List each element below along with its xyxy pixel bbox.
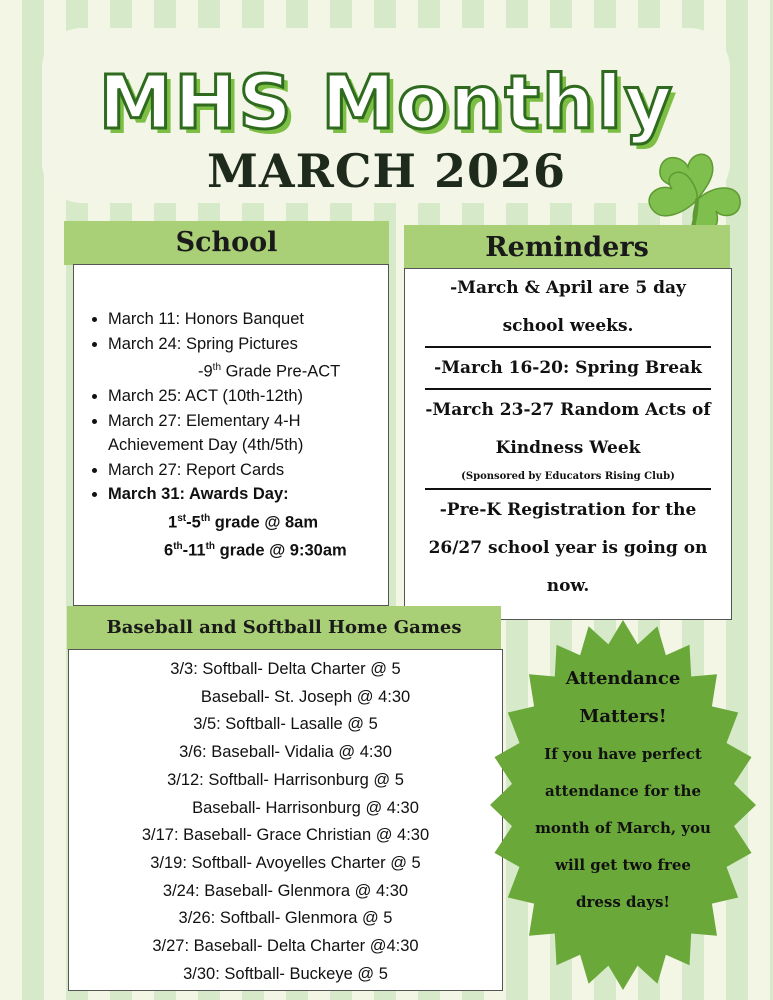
school-heading: School [64,221,389,265]
attendance-badge [508,660,738,921]
divider [425,346,711,348]
list-item: 3/6: Baseball- Vidalia @ 4:30 [179,743,392,762]
reminder-prek-registration: -Pre-K Registration for the 26/27 school year is going on now. [428,500,708,596]
list-item: 3/19: Softball- Avoyelles Charter @ 5 [150,853,421,872]
list-item: 3/17: Baseball- Grace Christian @ 4:30 [141,826,430,845]
divider [425,488,711,490]
list-item: 3/26: Softball- Glenmora @ 5 [178,909,393,928]
list-item: Baseball- Harrisonburg @ 4:30 [192,798,419,817]
newsletter-title: MHS Monthly [98,60,675,146]
newsletter-month: MARCH 2026 [207,144,566,198]
list-item: • March 27: Elementary 4-H Achievement Day (4th/5th) [108,409,388,458]
reminders-heading: Reminders [404,225,730,269]
list-item: 3/3: Softball- Delta Charter @ 5 [170,660,401,678]
list-item: • March 25: ACT (10th-12th) [108,384,388,409]
school-panel [73,264,389,606]
attendance-body: If you have perfect attendance for the month of March, you will get two free dress days! [535,745,711,911]
reminder-spring-break: -March 16-20: Spring Break [434,358,702,378]
divider [425,388,711,390]
reminders-panel [404,268,732,620]
list-item: 3/12: Softball- Harrisonburg @ 5 [167,770,404,789]
games-list [69,650,502,988]
list-item: 3/27: Baseball- Delta Charter @4:30 [152,937,419,956]
list-item: • March 24: Spring Pictures -9th Grade Pre-ACT [108,332,388,385]
list-item: Baseball- St. Joseph @ 4:30 [200,687,411,706]
reminder-school-weeks: -March & April are 5 day school weeks. [450,278,686,336]
school-event-list [74,307,388,563]
games-heading: Baseball and Softball Home Games [67,606,501,650]
list-item: 3/24: Baseball- Glenmora @ 4:30 [162,881,409,900]
reminder-kindness-week: -March 23-27 Random Acts of Kindness Week (Sponsored by Educators Rising Club) [425,400,711,482]
list-item: 3/30: Softball- Buckeye @ 5 [183,964,388,983]
attendance-title-line2: Matters! [579,706,667,727]
list-item: • March 31: Awards Day: 1st-5th grade @ 8am 6th-11th grade @ 9:30am [108,482,388,563]
attendance-title-line1: Attendance [565,668,681,689]
list-item: 3/5: Softball- Lasalle @ 5 [193,715,378,734]
list-item: • March 11: Honors Banquet [108,307,388,332]
games-panel [68,649,503,991]
list-item: • March 27: Report Cards [108,458,388,483]
